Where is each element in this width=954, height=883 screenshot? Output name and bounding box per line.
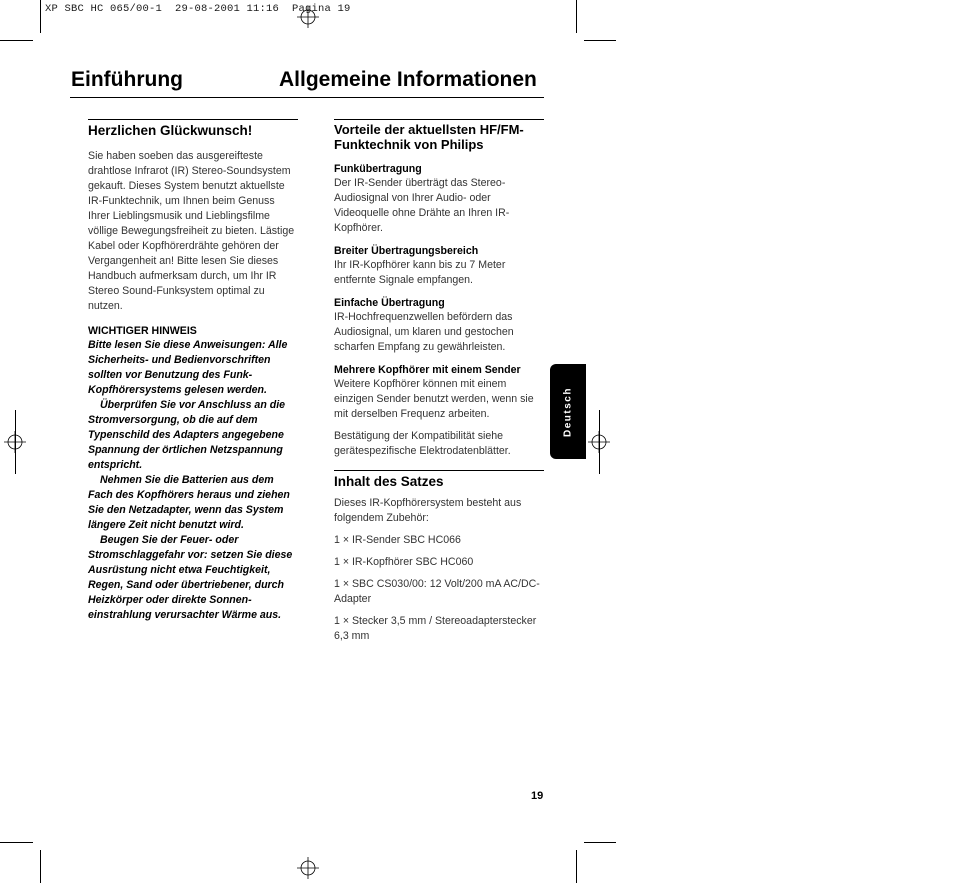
registration-mark-top [297,6,319,28]
feature-heading-2: Breiter Übertragungsbereich [334,245,479,257]
compat-note: Bestätigung der Kompatibilität siehe gerätespezifische Elektrodatenblätter. [334,430,511,457]
contents-item-3: 1 × SBC CS030/00: 12 Volt/200 mA AC/DC-Adapter [334,578,540,605]
warning-item-4: Beugen Sie der Feuer- oder Stromschlaggefahr vor: setzen Sie diese Ausrüstung nicht etwa Feuchtigkeit, Regen, Sand oder übertriebener, durch Heizkörper oder direkte Sonnen-einstrahlung verursachter Wärme aus. [88,534,293,621]
contents-item-1: 1 × IR-Sender SBC HC066 [334,534,461,546]
contents-rule [334,470,544,471]
section-heading-right: Allgemeine Informationen [279,68,537,91]
contents-item-4: 1 × Stecker 3,5 mm / Stereoadapterstecker 6,3 mm [334,615,537,642]
registration-line-left [15,410,16,474]
crop-mark-top-left-h [0,40,33,41]
feature-text-1: Der IR-Sender überträgt das Stereo-Audiosignal von Ihrer Audio- oder Videoquelle ohne Drähte an Ihren IR-Kopfhörer. [334,177,510,234]
contents-title: Inhalt des Satzes [334,474,444,489]
crop-mark-bottom-left-h [0,842,33,843]
feature-heading-3: Einfache Übertragung [334,297,445,309]
crop-mark-bottom-right-v [576,850,577,883]
header-rule [70,97,544,98]
crop-mark-top-left-v [40,0,41,33]
language-tab [550,364,586,459]
feature-text-2: Ihr IR-Kopfhörer kann bis zu 7 Meter entfernte Signale empfangen. [334,259,506,286]
congrats-title: Herzlichen Glückwunsch! [88,123,253,138]
contents-intro: Dieses IR-Kopfhörersystem besteht aus folgendem Zubehör: [334,497,522,524]
intro-paragraph: Sie haben soeben das ausgereifteste drahtlose Infrarot (IR) Stereo-Soundsystem gekauft. Dieses System benutzt aktuellste IR-Funktechnik, um Ihnen beim Genuss Ihrer Lieblingsmusik und Lieblingsfilme völlige Bewegungsfreiheit zu bieten. Lästige Kabel oder Kopfhörerdrähte gehören der Vergangenheit an! Bitte lesen Sie dieses Handbuch aufmerksam durch, um Ihr IR Stereo Sound-Funksystem optimal zu nutzen. [88,150,295,312]
language-tab-label: Deutsch [562,386,574,437]
right-column [334,119,544,644]
feature-text-3: IR-Hochfrequenzwellen befördern das Audiosignal, um klaren und gestochen scharfen Empfang zu gewährleisten. [334,311,514,353]
feature-heading-1: Funkübertragung [334,163,422,175]
crop-mark-bottom-left-v [40,850,41,883]
section-heading-left: Einführung [71,68,183,91]
advantages-title: Vorteile der aktuellsten HF/FM-Funktechnik von Philips [334,122,524,152]
contents-item-2: 1 × IR-Kopfhörer SBC HC060 [334,556,474,568]
warning-heading: WICHTIGER HINWEIS [88,325,197,337]
registration-mark-bottom [297,857,319,879]
warning-item-1: Bitte lesen Sie diese Anweisungen: Alle Sicherheits- und Bedienvorschriften sollten vor Benutzung des Funk-Kopfhörersystems gelesen werden. [88,339,288,396]
feature-heading-4: Mehrere Kopfhörer mit einem Sender [334,364,521,376]
left-column [88,119,298,623]
registration-line-right [599,410,600,474]
left-section-rule [88,119,298,120]
page-number: 19 [531,790,544,802]
right-section-rule [334,119,544,120]
crop-mark-top-right-v [576,0,577,33]
printer-slug: XP SBC HC 065/00-1 29-08-2001 11:16 Pagina 19 [45,3,351,15]
warning-item-3: Nehmen Sie die Batterien aus dem Fach des Kopfhörers heraus und ziehen Sie den Netzadapter, wenn das System längere Zeit nicht benutzt wird. [88,474,290,531]
crop-mark-bottom-right-h [584,842,616,843]
warning-item-2: Überprüfen Sie vor Anschluss an die Stromversorgung, ob die auf dem Typenschild des Adapters angegebene Spannung der örtlichen Netzspannung entspricht. [88,399,286,471]
feature-text-4: Weitere Kopfhörer können mit einem einzigen Sender benutzt werden, wenn sie mit derselben Frequenz arbeiten. [334,378,534,420]
crop-mark-top-right-h [584,40,616,41]
